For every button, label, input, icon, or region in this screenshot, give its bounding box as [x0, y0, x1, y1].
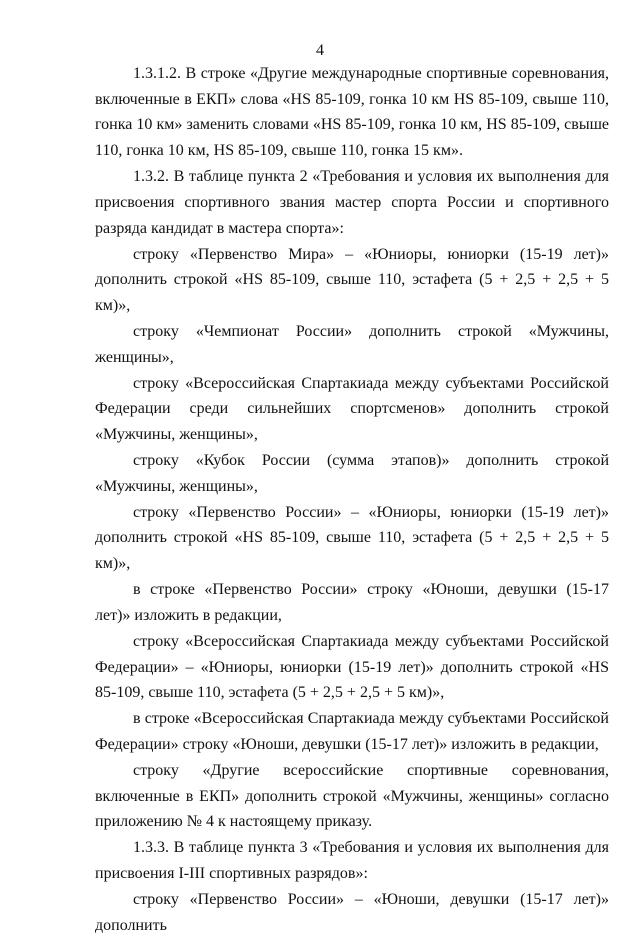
paragraph-russian-cup: строку «Кубок России (сумма этапов)» дополнить строкой «Мужчины, женщины», — [95, 452, 609, 495]
paragraph-russian-youth-first-third: строку «Первенство России» – «Юноши, девушки (15-17 лет)» дополнить — [95, 891, 609, 934]
paragraph-1-3-3: 1.3.3. В таблице пункта 3 «Требования и условия их выполнения для присвоения I-III спортивных разрядов»: — [95, 839, 609, 883]
paragraph-russian-youth-championship: в строке «Первенство России» строку «Юноши, девушки (15-17 лет)» изложить в редакции, — [95, 581, 609, 624]
paragraph-1-3-2: 1.3.2. В таблице пункта 2 «Требования и условия их выполнения для присвоения спортивного звания мастер спорта России и спортивного разряда кандидат в мастера спорта»: — [95, 168, 609, 237]
paragraph-russian-championship: строку «Чемпионат России» дополнить строкой «Мужчины, женщины», — [95, 322, 609, 366]
paragraph-world-junior-championship: строку «Первенство Мира» – «Юниоры, юниорки (15-19 лет)» дополнить строкой «HS 85-109, свыше 110, эстафета (5 + 2,5 + 2,5 + 5 км)», — [95, 245, 609, 314]
page-number: 4 — [316, 42, 324, 59]
document-body — [95, 61, 609, 938]
paragraph-russian-junior-championship: строку «Первенство России» – «Юниоры, юниорки (15-19 лет)» дополнить строкой «HS 85-109, свыше 110, эстафета (5 + 2,5 + 2,5 + 5 км)», — [95, 503, 609, 573]
paragraph-1-3-1-2: 1.3.1.2. В строке «Другие международные спортивные соревнования, включенные в ЕКП» слова «HS 85-109, гонка 10 км HS 85-109, свыше 110, гонка 10 км» заменить словами «HS 85-109, гонка 10 км, HS 85-109, свыше 110, гонка 10 км, HS 85-109, свыше 110, гонка 15 км». — [95, 65, 609, 160]
paragraph-spartakiad-youth: в строке «Всероссийская Спартакиада между субъектами Российской Федерации» строку «Юноши, девушки (15-17 лет)» изложить в редакции, — [95, 710, 609, 753]
paragraph-spartakiad-strongest: строку «Всероссийская Спартакиада между субъектами Российской Федерации среди сильнейших спортсменов» дополнить строкой «Мужчины, женщины», — [95, 374, 609, 444]
paragraph-other-competitions: строку «Другие всероссийские спортивные соревнования, включенные в ЕКП» дополнить строкой «Мужчины, женщины» согласно приложению № 4 к настоящему приказу. — [95, 761, 609, 831]
paragraph-spartakiad-juniors: строку «Всероссийская Спартакиада между субъектами Российской Федерации» – «Юниоры, юниорки (15-19 лет)» дополнить строкой «HS 85-109, свыше 110, эстафета (5 + 2,5 + 2,5 + 5 км)», — [95, 632, 609, 702]
